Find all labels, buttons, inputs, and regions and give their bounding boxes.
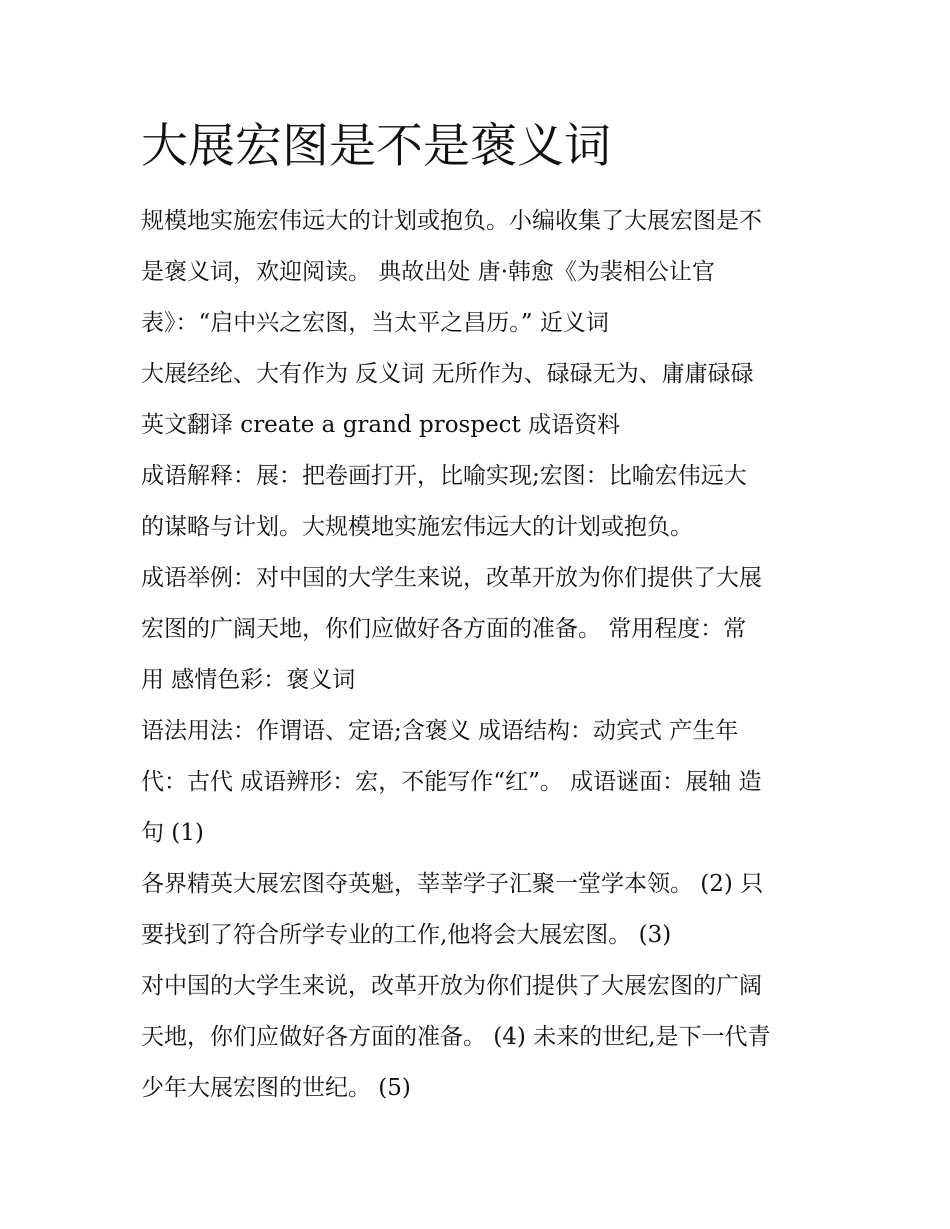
body-line: 要找到了符合所学专业的工作,他将会大展宏图。 (3) <box>141 922 672 948</box>
body-line: 宏图的广阔天地，你们应做好各方面的准备。 常用程度：常 <box>141 616 747 642</box>
body-line: 用 感情色彩：褒义词 <box>141 667 356 693</box>
body-line: 对中国的大学生来说，改革开放为你们提供了大展宏图的广阔 <box>141 973 762 999</box>
body-line: 天地，你们应做好各方面的准备。 (4) 未来的世纪,是下一代青 <box>141 1024 771 1050</box>
body-line: 各界精英大展宏图夺英魁，莘莘学子汇聚一堂学本领。 (2) 只 <box>141 871 764 897</box>
document-title: 大展宏图是不是褒义词 <box>141 119 611 174</box>
body-line: 成语解释：展：把卷画打开，比喻实现;宏图：比喻宏伟远大 <box>141 463 747 489</box>
body-line: 大展经纶、大有作为 反义词 无所作为、碌碌无为、庸庸碌碌 <box>141 361 754 387</box>
body-line: 代：古代 成语辨形：宏，不能写作“红”。 成语谜面：展轴 造 <box>141 769 762 795</box>
document-body <box>141 196 821 1114</box>
body-line: 成语举例：对中国的大学生来说，改革开放为你们提供了大展 <box>141 565 762 591</box>
body-line: 规模地实施宏伟远大的计划或抱负。小编收集了大展宏图是不 <box>141 208 762 234</box>
body-line: 的谋略与计划。大规模地实施宏伟远大的计划或抱负。 <box>141 514 693 540</box>
body-line: 英文翻译 create a grand prospect 成语资料 <box>141 412 621 438</box>
body-line: 表》：“启中兴之宏图，当太平之昌历。” 近义词 <box>141 310 609 336</box>
body-line: 是褒义词，欢迎阅读。 典故出处 唐·韩愈《为裴相公让官 <box>141 259 715 285</box>
body-line: 语法用法：作谓语、定语;含褒义 成语结构：动宾式 产生年 <box>141 718 739 744</box>
body-line: 句 (1) <box>141 820 204 846</box>
body-line: 少年大展宏图的世纪。 (5) <box>141 1075 411 1101</box>
